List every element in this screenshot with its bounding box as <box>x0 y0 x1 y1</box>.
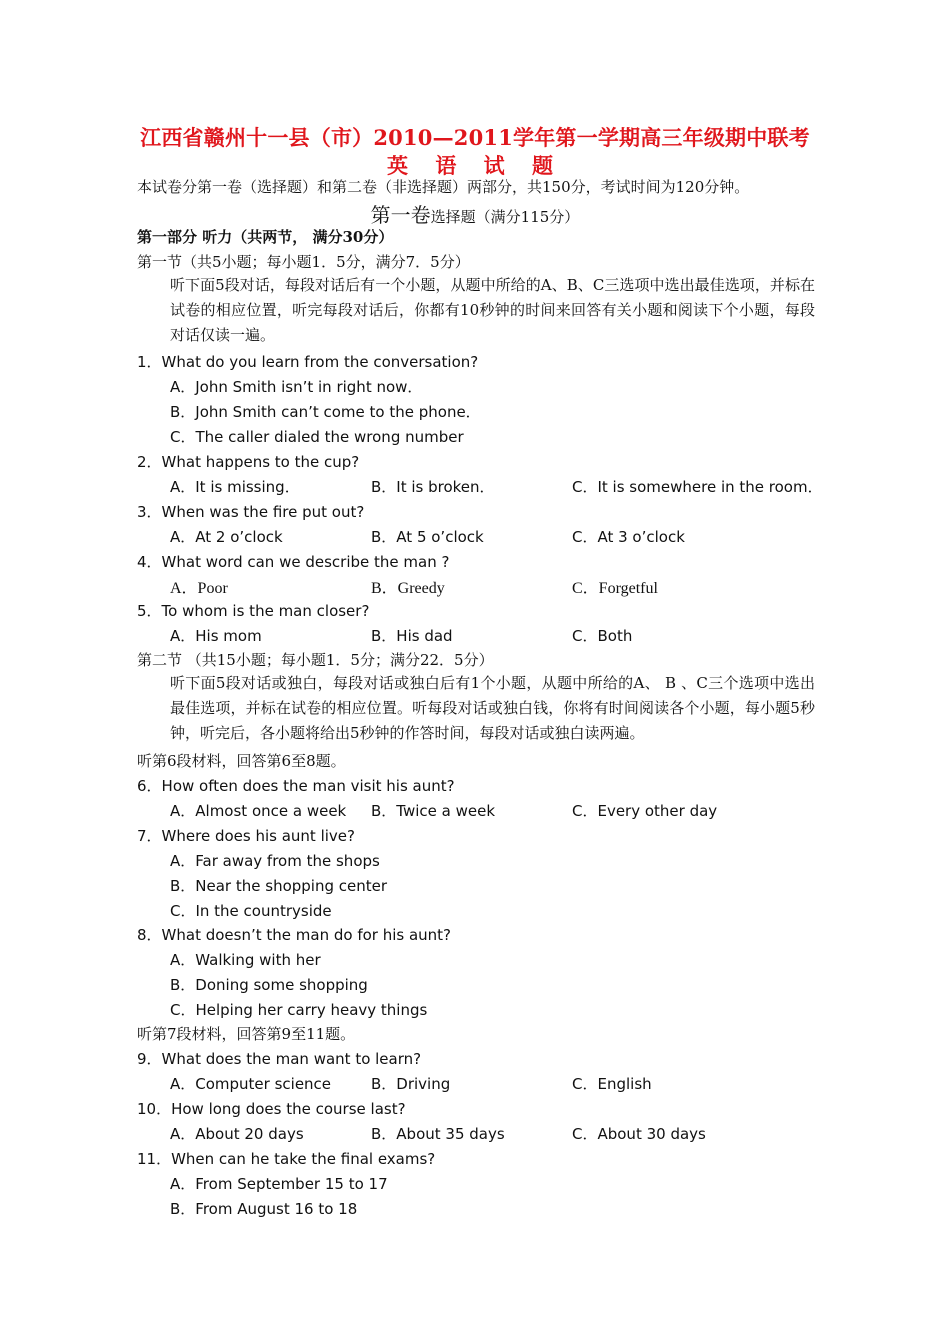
q2-option-c: C．It is somewhere in the room． <box>572 478 823 496</box>
section1-heading: 第一节（共5小题；每小题1．5分，满分7．5分） <box>137 253 470 271</box>
q10-option-c: C．About 30 days <box>572 1125 706 1143</box>
section2-heading: 第二节 （共15小题；每小题1．5分；满分22．5分） <box>137 651 494 669</box>
q5-option-a: A．His mom <box>170 627 262 645</box>
q7-option-a: A．Far away from the shops <box>170 852 380 870</box>
question-9: 9．What does the man want to learn? <box>137 1050 422 1068</box>
q3-option-b: B．At 5 o’clock <box>371 528 484 546</box>
group-6-8-instruction: 听第6段材料，回答第6至8题。 <box>137 752 346 770</box>
q1-option-b: B．John Smith can’t come to the phone． <box>170 403 481 421</box>
q4-option-a: A．Poor <box>170 580 228 597</box>
q11-option-a: A．From September 15 to 17 <box>170 1175 388 1193</box>
q10-option-a: A．About 20 days <box>170 1125 304 1143</box>
question-4: 4．What word can we describe the man ? <box>137 553 450 571</box>
volume-title: 第一卷 <box>370 203 431 227</box>
q3-option-c: C．At 3 o’clock <box>572 528 685 546</box>
q8-option-b: B．Doning some shopping <box>170 976 368 994</box>
q5-option-c: C．Both <box>572 627 633 645</box>
part1-heading: 第一部分 听力（共两节， 满分30分） <box>137 228 394 246</box>
q6-option-b: B．Twice a week <box>371 802 496 820</box>
exam-subject: 英 语 试 题 <box>387 153 563 178</box>
section1-instructions-text: 听下面5段对话，每段对话后有一个小题，从题中所给的A、B、C三选项中选出最佳选项，并标在试卷的相应位置，听完每段对话后，你都有10秒钟的时间来回答有关小题和阅读下个小题，每段对话仅读一遍。 <box>170 276 815 344</box>
question-5: 5．To whom is the man closer? <box>137 602 370 620</box>
q1-option-c: C．The caller dialed the wrong number <box>170 428 464 446</box>
section2-instructions <box>137 671 815 746</box>
q8-option-c: C．Helping her carry heavy things <box>170 1001 428 1019</box>
question-6: 6．How often does the man visit his aunt? <box>137 777 455 795</box>
q11-option-b: B．From August 16 to 18 <box>170 1200 358 1218</box>
q7-option-b: B．Near the shopping center <box>170 877 388 895</box>
q8-option-a: A．Walking with her <box>170 951 321 969</box>
q9-option-a: A．Computer science <box>170 1075 332 1093</box>
q2-option-b: B．It is broken． <box>371 478 495 496</box>
q4-option-b: B．Greedy <box>371 580 445 597</box>
question-3: 3．When was the fire put out? <box>137 503 365 521</box>
question-11: 11．When can he take the final exams? <box>137 1150 436 1168</box>
section2-instructions-text: 听下面5段对话或独白，每段对话或独白后有1个小题，从题中所给的A、 B 、C三个选项中选出最佳选项，并标在试卷的相应位置。听每段对话或独白钱，你将有时间阅读各个小题，每小题5秒钟，听完后，各小题将给出5秒钟的作答时间，每段对话或独白读两遍。 <box>170 674 815 742</box>
q6-option-a: A．Almost once a week <box>170 802 347 820</box>
exam-title: 江西省赣州十一县（市）2010—2011学年第一学期高三年级期中联考 <box>140 125 810 150</box>
question-8: 8．What doesn’t the man do for his aunt? <box>137 926 452 944</box>
exam-intro: 本试卷分第一卷（选择题）和第二卷（非选择题）两部分，共150分，考试时间为120分钟。 <box>137 178 750 196</box>
q7-option-c: C．In the countryside <box>170 902 332 920</box>
q3-option-a: A．At 2 o’clock <box>170 528 283 546</box>
question-1: 1．What do you learn from the conversation? <box>137 353 479 371</box>
question-2: 2．What happens to the cup? <box>137 453 360 471</box>
q4-option-c: C．Forgetful <box>572 580 658 597</box>
q1-option-a: A．John Smith isn’t in right now． <box>170 378 423 396</box>
volume-heading <box>0 199 950 228</box>
q9-option-b: B．Driving <box>371 1075 451 1093</box>
q5-option-b: B．His dad <box>371 627 453 645</box>
group-9-11-instruction: 听第7段材料，回答第9至11题。 <box>137 1025 356 1043</box>
volume-subtitle: 选择题（满分115分） <box>430 208 580 226</box>
question-7: 7．Where does his aunt live? <box>137 827 355 845</box>
q6-option-c: C．Every other day <box>572 802 718 820</box>
section1-instructions <box>137 273 815 348</box>
q9-option-c: C．English <box>572 1075 652 1093</box>
q10-option-b: B．About 35 days <box>371 1125 505 1143</box>
question-10: 10．How long does the course last? <box>137 1100 406 1118</box>
q2-option-a: A．It is missing． <box>170 478 300 496</box>
